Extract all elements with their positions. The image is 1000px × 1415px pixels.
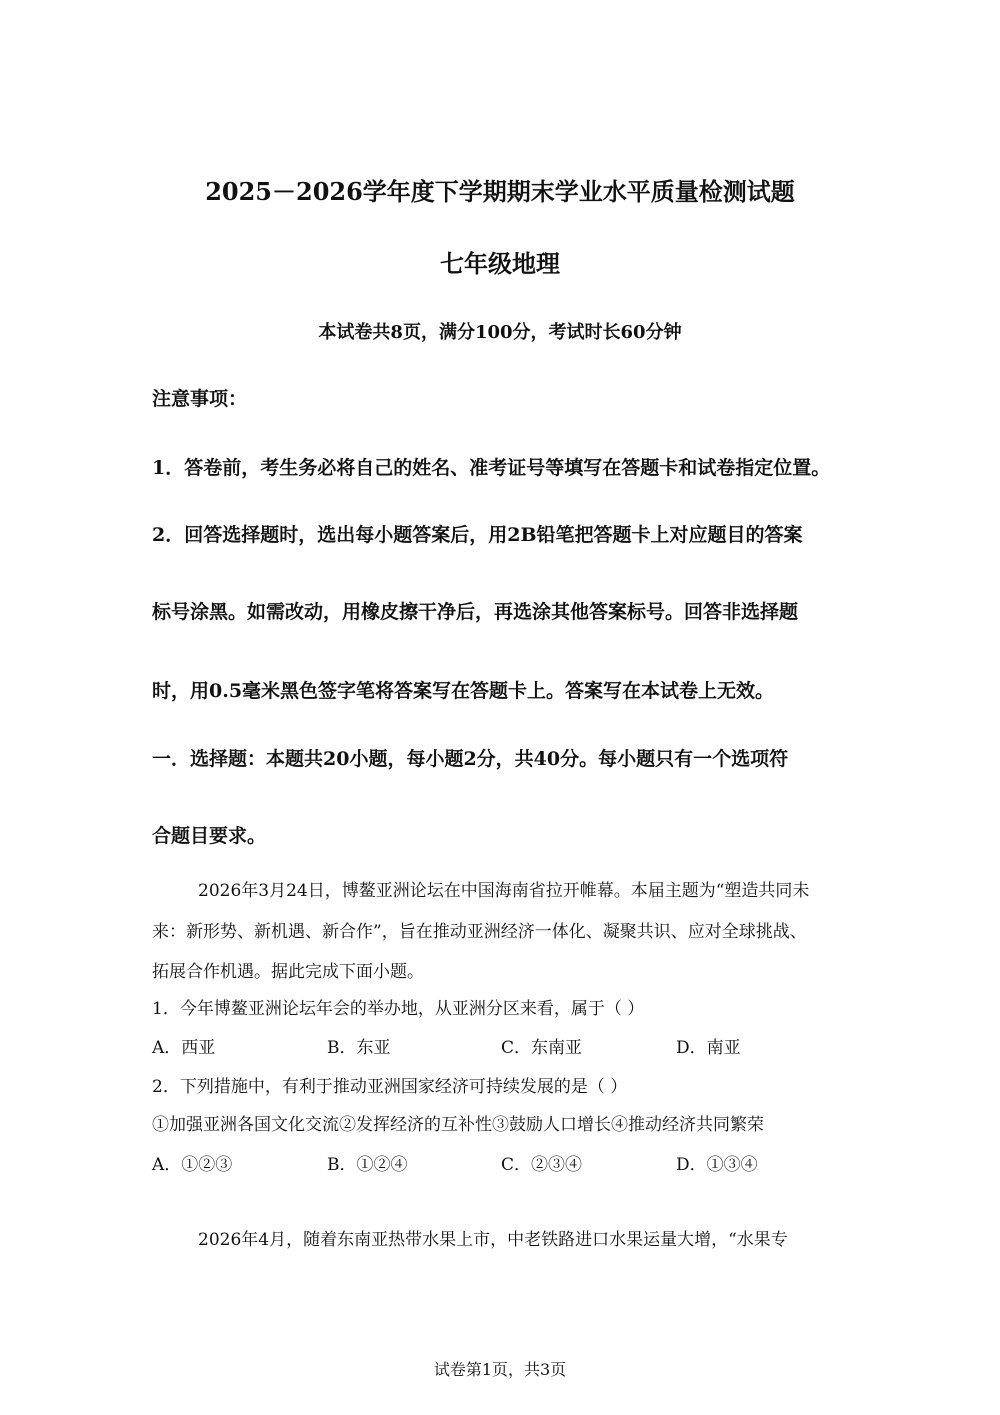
question-1-option-d: D．南亚	[676, 1038, 741, 1058]
exam-subject: 七年级地理	[440, 249, 560, 278]
question-2-option-c: C．②③④	[501, 1155, 583, 1175]
notice-item-2-line-2: 标号涂黑。如需改动，用橡皮擦干净后，再选涂其他答案标号。回答非选择题	[152, 601, 799, 623]
notice-item-2-line-1: 2．回答选择题时，选出每小题答案后，用2B铅笔把答题卡上对应题目的答案	[152, 524, 803, 546]
exam-info: 本试卷共8页，满分100分，考试时长60分钟	[318, 322, 682, 343]
notice-item-2-line-3: 时，用0.5毫米黑色签字笔将答案写在答题卡上。答案写在本试卷上无效。	[152, 680, 775, 702]
material-1-line-3: 拓展合作机遇。据此完成下面小题。	[152, 962, 424, 982]
section-heading-line-1: 一．选择题：本题共20小题，每小题2分，共40分。每小题只有一个选项符	[152, 748, 789, 770]
notice-item-1: 1．答卷前，考生务必将自己的姓名、准考证号等填写在答题卡和试卷指定位置。	[152, 457, 831, 479]
question-2-option-d: D．①③④	[676, 1155, 758, 1175]
question-1-option-b: B．东亚	[327, 1038, 391, 1058]
material-1-line-1: 2026年3月24日，博鳌亚洲论坛在中国海南省拉开帷幕。本届主题为“塑造共同未	[198, 881, 810, 901]
material-2-line-1: 2026年4月，随着东南亚热带水果上市，中老铁路进口水果运量大增，“水果专	[198, 1230, 788, 1250]
material-1-line-2: 来：新形势、新机遇、新合作”，旨在推动亚洲经济一体化、凝聚共识、应对全球挑战、	[152, 922, 807, 942]
question-2-stem: 2．下列措施中，有利于推动亚洲国家经济可持续发展的是（ ）	[152, 1077, 628, 1097]
question-2-option-b: B．①②④	[327, 1155, 408, 1175]
exam-title: 2025－2026学年度下学期期末学业水平质量检测试题	[205, 177, 795, 206]
page-footer: 试卷第1页，共3页	[433, 1360, 567, 1379]
question-1-stem: 1．今年博鳌亚洲论坛年会的举办地，从亚洲分区来看，属于（ ）	[152, 999, 645, 1019]
question-1-option-a: A．西亚	[152, 1038, 216, 1058]
section-heading-line-2: 合题目要求。	[152, 825, 267, 847]
question-1-option-c: C．东南亚	[501, 1038, 583, 1058]
notice-heading: 注意事项：	[152, 388, 248, 410]
question-2-statements: ①加强亚洲各国文化交流②发挥经济的互补性③鼓励人口增长④推动经济共同繁荣	[152, 1115, 764, 1135]
question-2-option-a: A．①②③	[152, 1155, 233, 1175]
